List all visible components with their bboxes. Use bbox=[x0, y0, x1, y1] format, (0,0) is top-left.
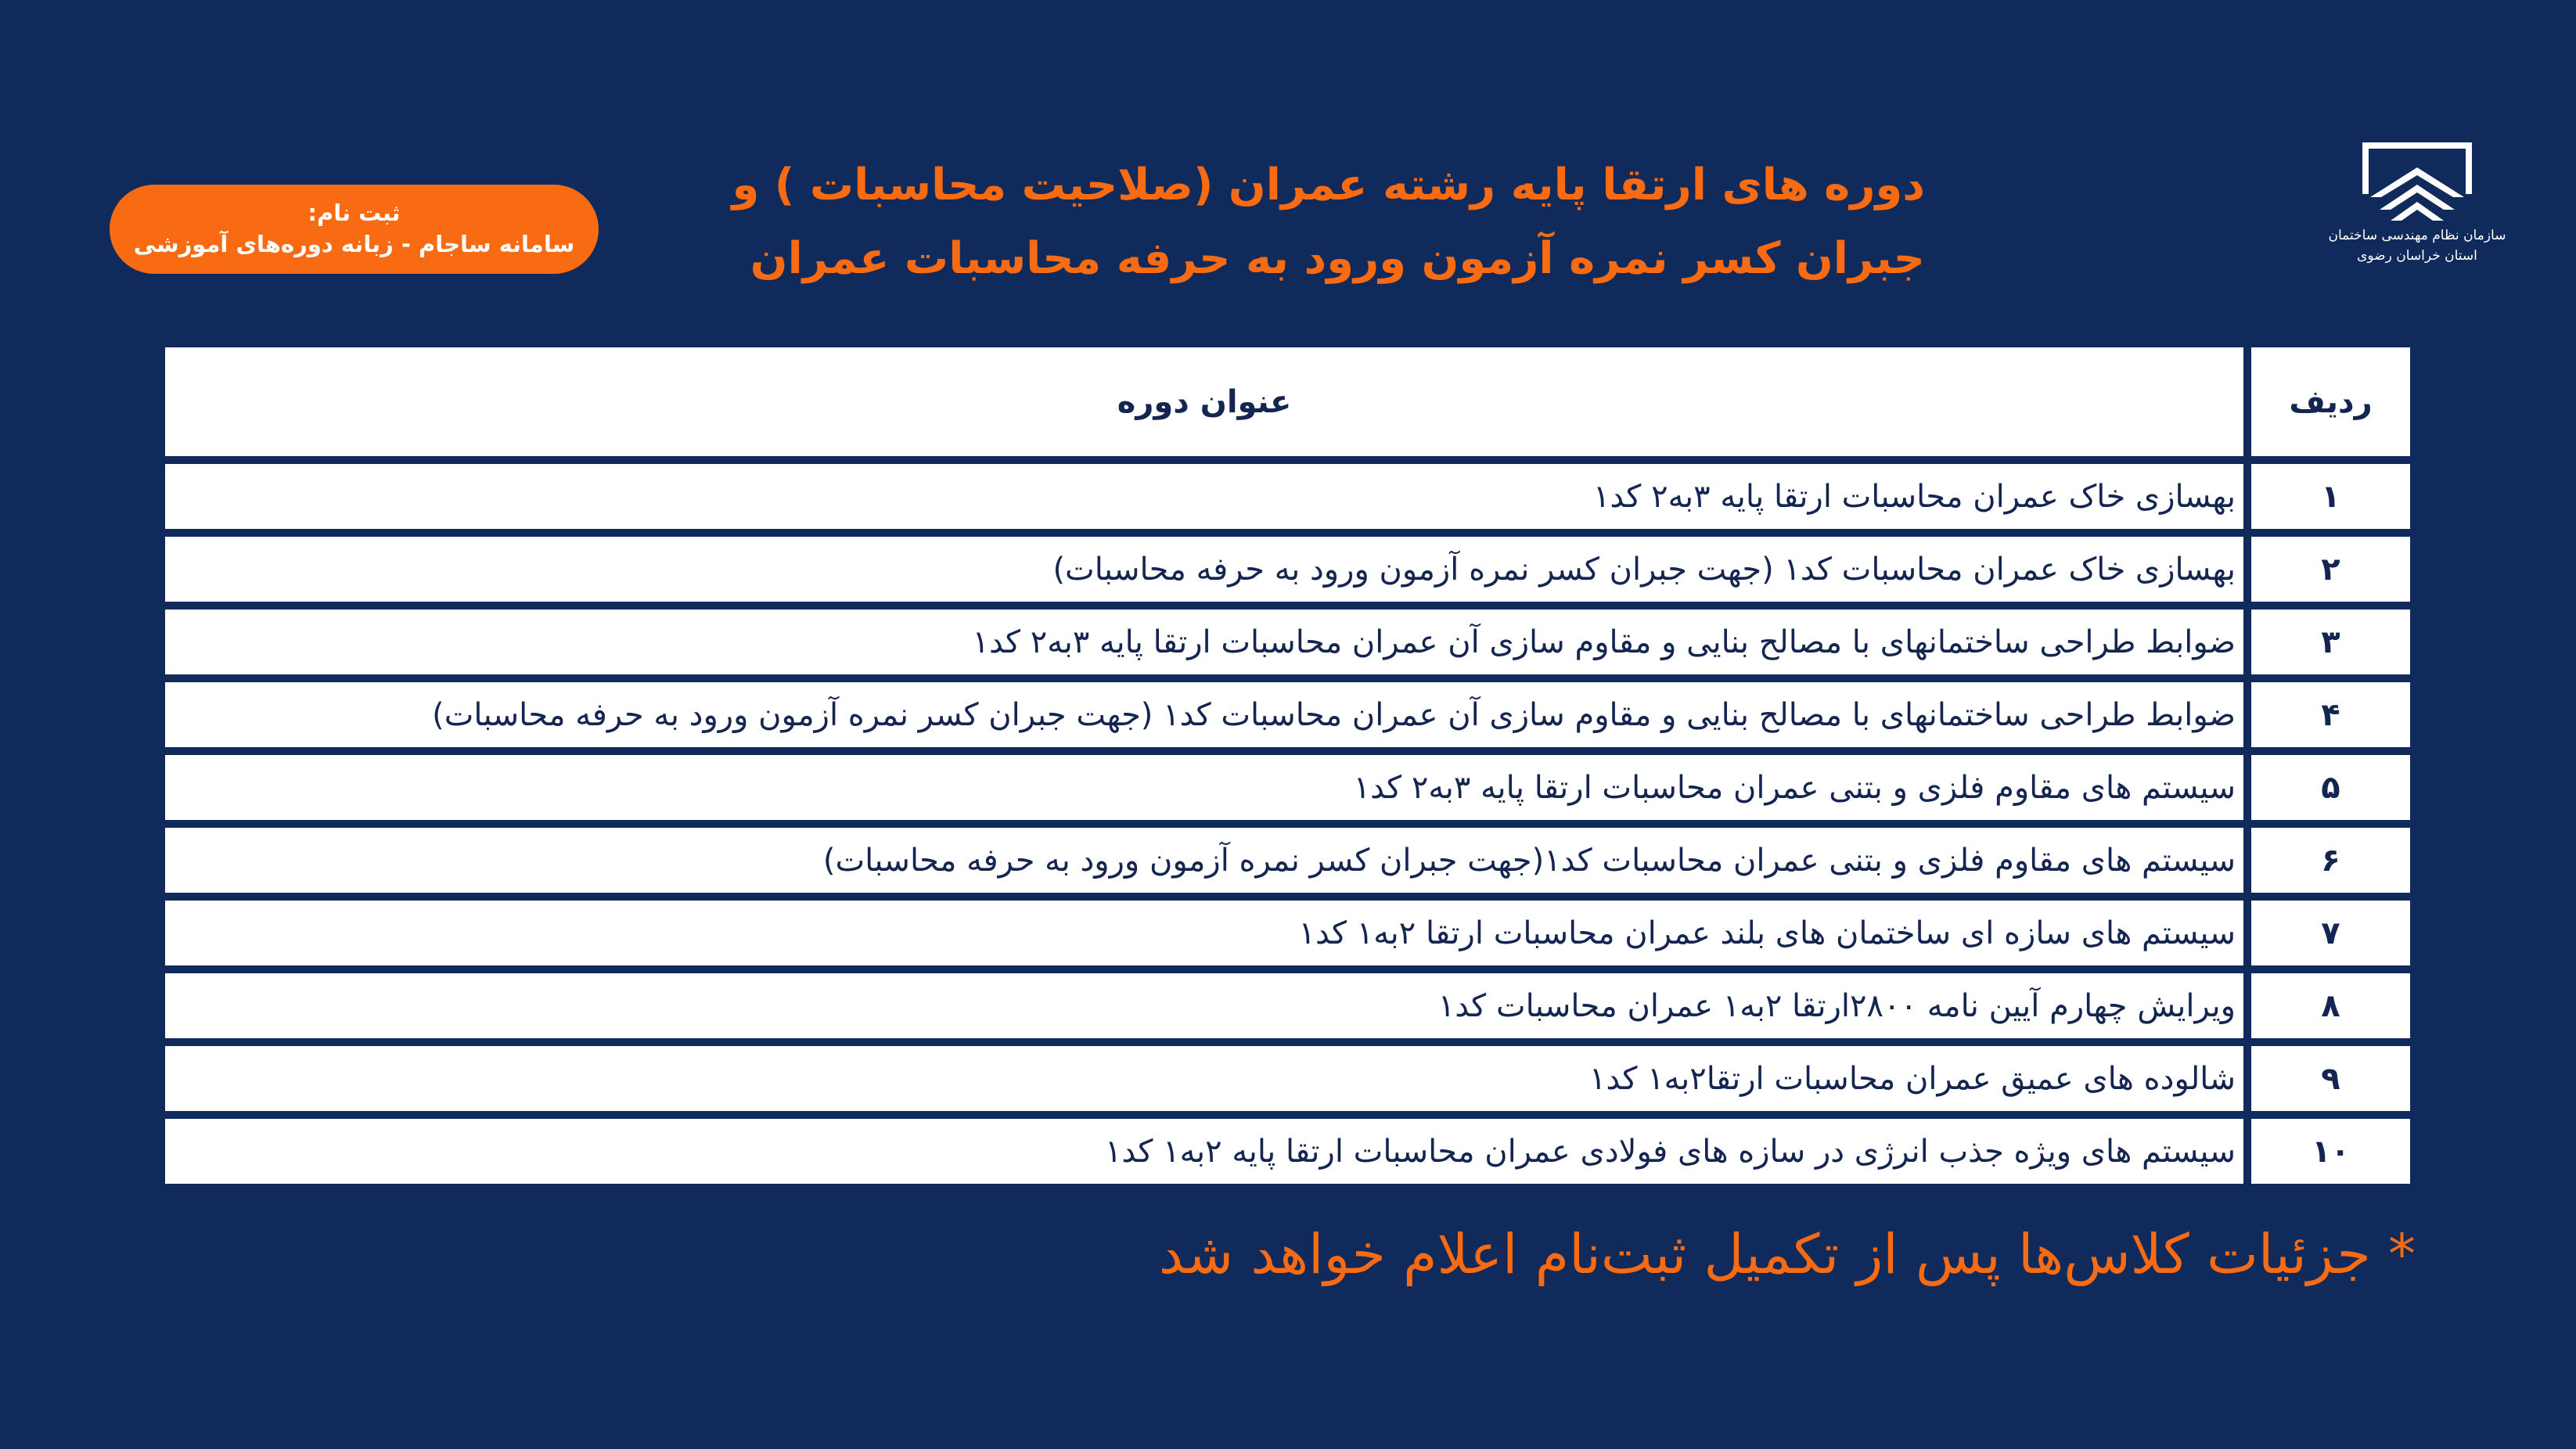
course-title: سیستم های سازه ای ساختمان های بلند عمران محاسبات ارتقا ۲به۱ کد۱ bbox=[165, 901, 2243, 965]
course-title: سیستم های مقاوم فلزی و بتنی عمران محاسبات کد۱(جهت جبران کسر نمره آزمون ورود به حرفه محاسبات) bbox=[165, 828, 2243, 893]
registration-badge bbox=[110, 185, 599, 274]
page-title-line2: جبران کسر نمره آزمون ورود به حرفه محاسبات عمران bbox=[750, 233, 1925, 284]
row-number: ۵ bbox=[2251, 755, 2410, 820]
header-course-title: عنوان دوره bbox=[165, 347, 2243, 456]
organization-logo bbox=[2328, 139, 2506, 280]
table-row bbox=[165, 1046, 2410, 1111]
table-row bbox=[165, 755, 2410, 820]
row-number: ۶ bbox=[2251, 828, 2410, 893]
badge-detail: سامانه ساجام - زبانه دوره‌های آموزشی bbox=[133, 231, 575, 257]
badge-heading: ثبت نام: bbox=[308, 200, 401, 226]
table-row bbox=[165, 537, 2410, 602]
row-number: ۴ bbox=[2251, 682, 2410, 747]
table-row bbox=[165, 464, 2410, 529]
page-title-line1: دوره های ارتقا پایه رشته عمران (صلاحیت محاسبات ) و bbox=[732, 160, 1925, 210]
course-table bbox=[165, 347, 2410, 1184]
table-row bbox=[165, 1119, 2410, 1184]
table-row bbox=[165, 828, 2410, 893]
table-row bbox=[165, 682, 2410, 747]
row-number: ۹ bbox=[2251, 1046, 2410, 1111]
row-number: ۸ bbox=[2251, 973, 2410, 1038]
table-row bbox=[165, 901, 2410, 965]
course-title: ویرایش چهارم آیین نامه ۲۸۰۰ارتقا ۲به۱ عمران محاسبات کد۱ bbox=[165, 973, 2243, 1038]
row-number: ۳ bbox=[2251, 609, 2410, 674]
table-header-row bbox=[165, 347, 2410, 456]
row-number: ۷ bbox=[2251, 901, 2410, 965]
course-title: سیستم های ویژه جذب انرژی در سازه های فولادی عمران محاسبات ارتقا پایه ۲به۱ کد۱ bbox=[165, 1119, 2243, 1184]
row-number: ۱۰ bbox=[2251, 1119, 2410, 1184]
footnote: * جزئیات کلاس‌ها پس از تکمیل ثبت‌نام اعلام خواهد شد bbox=[1158, 1222, 2416, 1286]
building-roof-icon bbox=[2355, 139, 2480, 225]
row-number: ۲ bbox=[2251, 537, 2410, 602]
course-title: شالوده های عمیق عمران محاسبات ارتقا۲به۱ کد۱ bbox=[165, 1046, 2243, 1111]
logo-text-line2: استان خراسان رضوی bbox=[2357, 248, 2477, 264]
course-title: بهسازی خاک عمران محاسبات ارتقا پایه ۳به۲ کد۱ bbox=[165, 464, 2243, 529]
row-number: ۱ bbox=[2251, 464, 2410, 529]
table-row bbox=[165, 973, 2410, 1038]
logo-text-line1: سازمان نظام مهندسی ساختمان bbox=[2328, 228, 2506, 243]
course-title: بهسازی خاک عمران محاسبات کد۱ (جهت جبران کسر نمره آزمون ورود به حرفه محاسبات) bbox=[165, 537, 2243, 602]
page-title bbox=[732, 149, 1925, 296]
table-row bbox=[165, 609, 2410, 674]
header-row-number: ردیف bbox=[2251, 347, 2410, 456]
course-title: ضوابط طراحی ساختمانهای با مصالح بنایی و مقاوم سازی آن عمران محاسبات ارتقا پایه ۳به۲ کد۱ bbox=[165, 609, 2243, 674]
course-title: سیستم های مقاوم فلزی و بتنی عمران محاسبات ارتقا پایه ۳به۲ کد۱ bbox=[165, 755, 2243, 820]
course-title: ضوابط طراحی ساختمانهای با مصالح بنایی و مقاوم سازی آن عمران محاسبات کد۱ (جهت جبران کسر نمره آزمون ورود به حرفه محاسبات) bbox=[165, 682, 2243, 747]
